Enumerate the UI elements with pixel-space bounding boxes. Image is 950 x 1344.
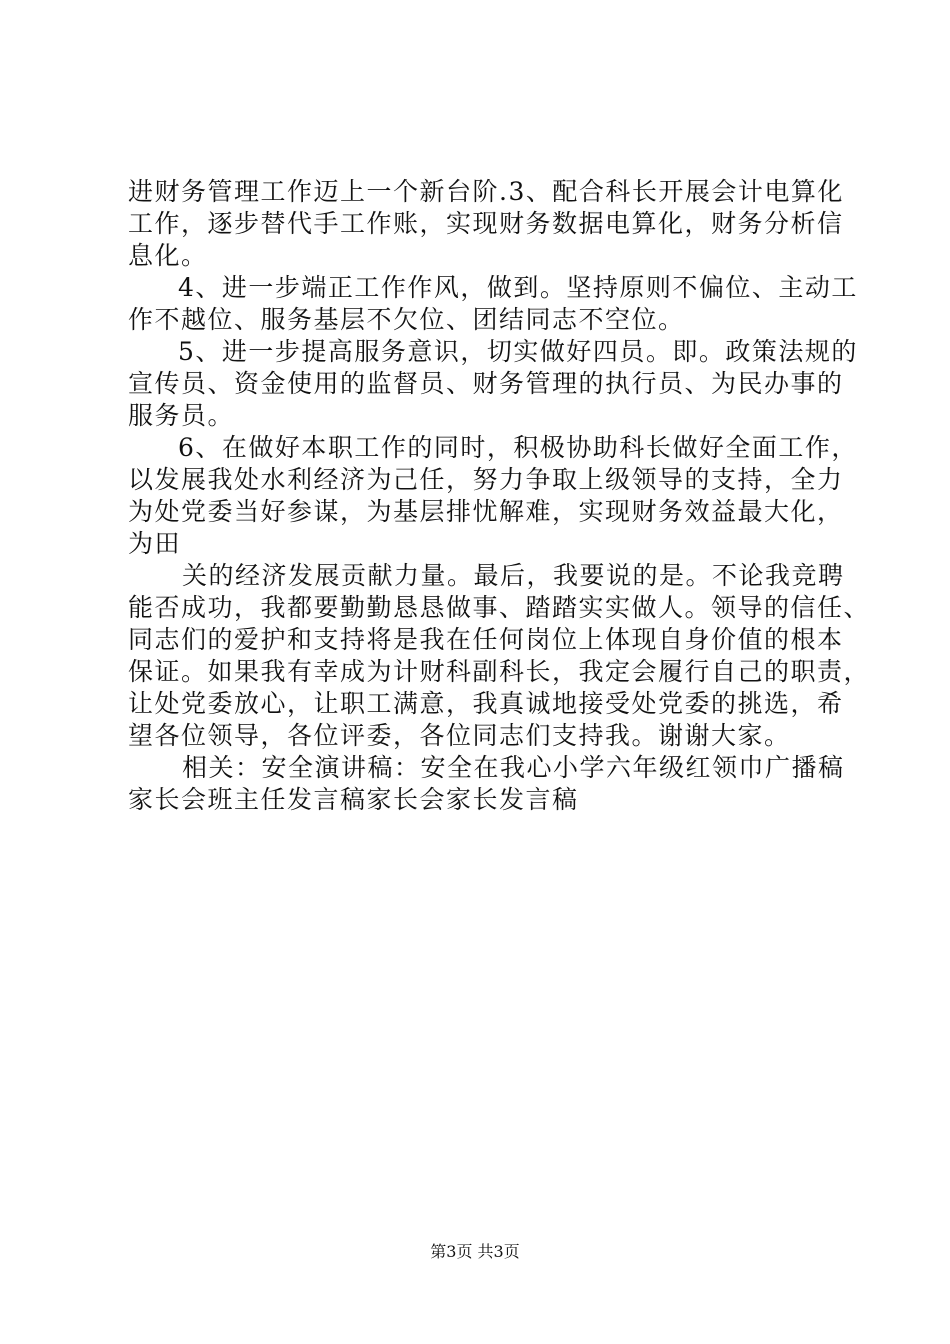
text-line: 以发展我处水利经济为己任，努力争取上级领导的支持，全力 <box>128 465 844 494</box>
text-line: 让处党委放心，让职工满意，我真诚地接受处党委的挑选，希 <box>128 689 844 718</box>
text-line: 为田 <box>128 529 182 558</box>
text-line: 作不越位、服务基层不欠位、团结同志不空位。 <box>128 305 685 334</box>
text-line: 服务员。 <box>128 401 235 430</box>
paragraph-6-start: 6、在做好本职工作的同时，积极协助科长做好全面工作， <box>178 433 858 462</box>
paragraph-5-start: 5、进一步提高服务意识，切实做好四员。即。政策法规的 <box>178 337 858 366</box>
text-line: 工作，逐步替代手工作账，实现财务数据电算化，财务分析信 <box>128 209 844 238</box>
text-line: 为处党委当好参谋，为基层排忧解难，实现财务效益最大化， <box>128 497 844 526</box>
paragraph-4-start: 4、进一步端正工作作风，做到。坚持原则不偏位、主动工 <box>178 273 858 302</box>
related-links-line: 家长会班主任发言稿家长会家长发言稿 <box>128 785 579 814</box>
text-line: 宣传员、资金使用的监督员、财务管理的执行员、为民办事的 <box>128 369 844 398</box>
closing-paragraph-start: 关的经济发展贡献力量。最后，我要说的是。不论我竞聘 <box>182 561 845 590</box>
text-line: 能否成功，我都要勤勤恳恳做事、踏踏实实做人。领导的信任、 <box>128 593 871 622</box>
page-footer: 第3页 共3页 <box>430 1242 520 1261</box>
document-body <box>128 176 871 816</box>
related-links-start: 相关：安全演讲稿：安全在我心小学六年级红领巾广播稿 <box>182 753 845 782</box>
text-line: 望各位领导，各位评委，各位同志们支持我。谢谢大家。 <box>128 721 791 750</box>
text-line: 进财务管理工作迈上一个新台阶.3、配合科长开展会计电算化 <box>128 177 844 206</box>
text-line: 同志们的爱护和支持将是我在任何岗位上体现自身价值的根本 <box>128 625 844 654</box>
text-line: 保证。如果我有幸成为计财科副科长，我定会履行自己的职责， <box>128 657 871 686</box>
text-line: 息化。 <box>128 241 208 270</box>
